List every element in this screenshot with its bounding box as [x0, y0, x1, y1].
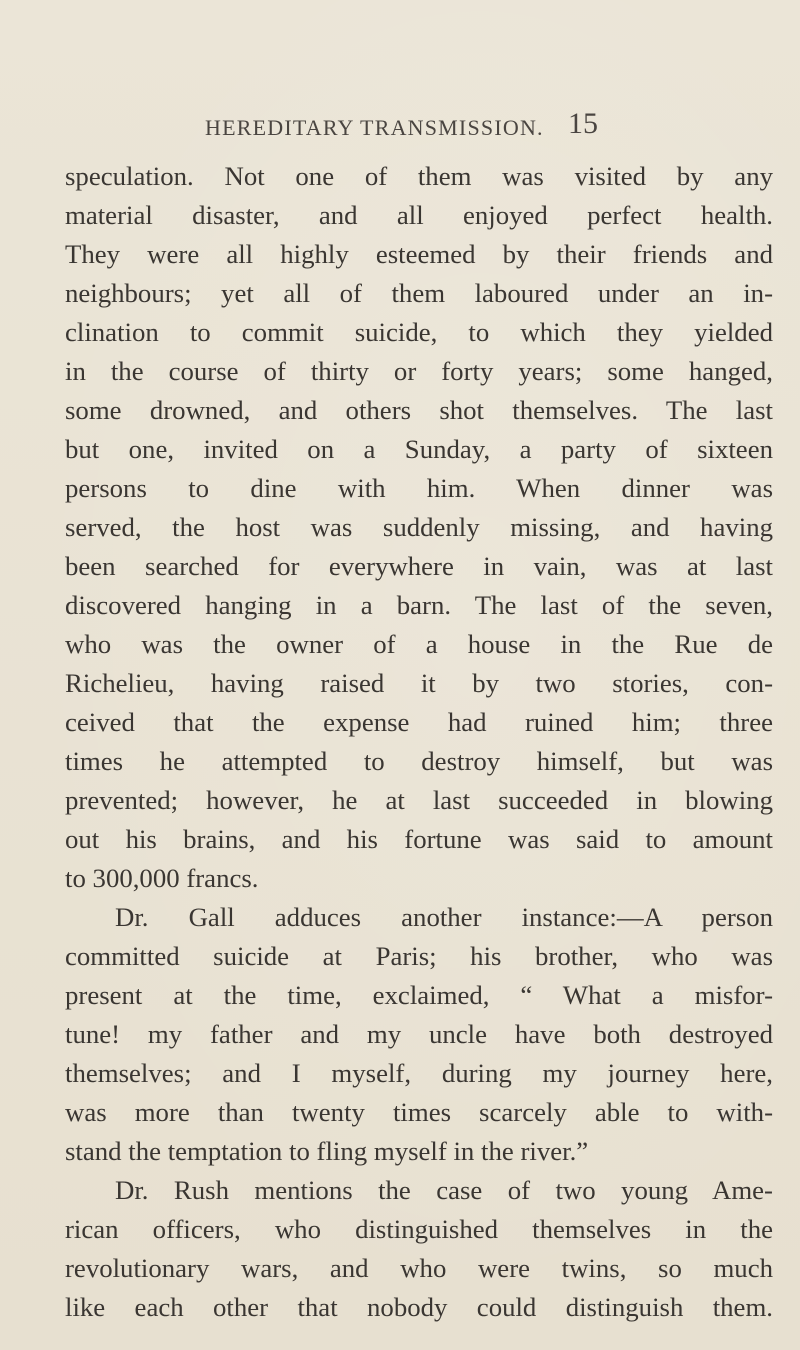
text-line: Dr. Rush mentions the case of two young Ame- — [115, 1175, 773, 1205]
page-number: 15 — [568, 107, 598, 140]
text-line: to 300,000 francs. — [65, 863, 259, 893]
text-line: persons to dine with him. When dinner was — [65, 473, 773, 503]
text-line: discovered hanging in a barn. The last of the seven, — [65, 590, 773, 620]
text-line: ceived that the expense had ruined him; three — [65, 707, 773, 737]
text-line: material disaster, and all enjoyed perfect health. — [65, 200, 773, 230]
text-line: They were all highly esteemed by their friends and — [65, 239, 773, 269]
text-line: some drowned, and others shot themselves. The last — [65, 395, 773, 425]
text-line: stand the temptation to fling myself in the river.” — [65, 1136, 589, 1166]
text-line: prevented; however, he at last succeeded in blowing — [65, 785, 773, 815]
text-line: committed suicide at Paris; his brother, who was — [65, 941, 773, 971]
text-line: like each other that nobody could distinguish them. — [65, 1292, 773, 1322]
text-line: Dr. Gall adduces another instance:—A person — [115, 902, 773, 932]
text-line: revolutionary wars, and who were twins, so much — [65, 1253, 773, 1283]
text-line: was more than twenty times scarcely able to with- — [65, 1097, 773, 1127]
text-line: out his brains, and his fortune was said to amount — [65, 824, 773, 854]
text-line: clination to commit suicide, to which they yielded — [65, 317, 773, 347]
text-line: been searched for everywhere in vain, was at last — [65, 551, 773, 581]
running-head — [205, 107, 655, 143]
text-line: neighbours; yet all of them laboured under an in- — [65, 278, 773, 308]
text-line: speculation. Not one of them was visited by any — [65, 161, 773, 191]
text-line: but one, invited on a Sunday, a party of sixteen — [65, 434, 773, 464]
text-line: tune! my father and my uncle have both destroyed — [65, 1019, 773, 1049]
text-line: Richelieu, having raised it by two stories, con- — [65, 668, 773, 698]
text-line: who was the owner of a house in the Rue de — [65, 629, 773, 659]
body-text — [65, 157, 773, 1327]
text-line: served, the host was suddenly missing, and having — [65, 512, 773, 542]
text-line: themselves; and I myself, during my journey here, — [65, 1058, 773, 1088]
text-line: in the course of thirty or forty years; some hanged, — [65, 356, 773, 386]
text-line: rican officers, who distinguished themselves in the — [65, 1214, 773, 1244]
text-line: times he attempted to destroy himself, but was — [65, 746, 773, 776]
text-line: present at the time, exclaimed, “ What a misfor- — [65, 980, 773, 1010]
running-title: HEREDITARY TRANSMISSION. — [205, 115, 544, 140]
